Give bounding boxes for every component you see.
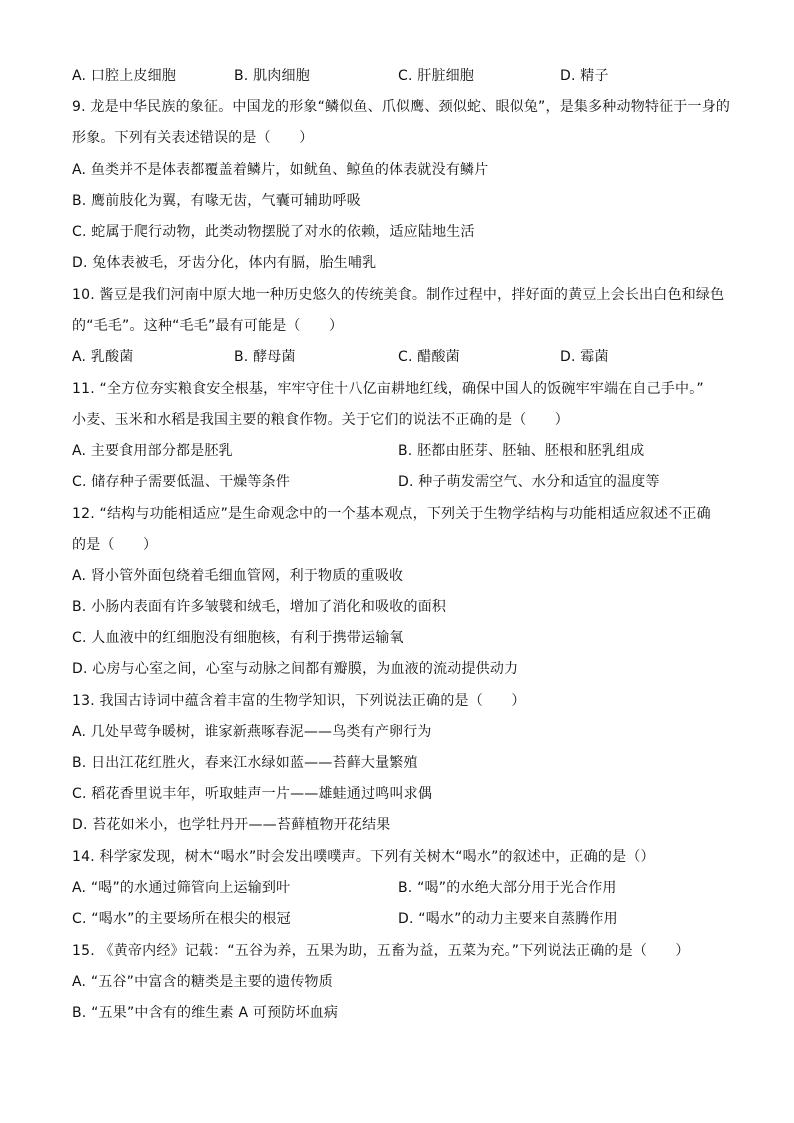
q13-option-a: A. 几处早莺争暖树，谁家新燕啄春泥——鸟类有产卵行为 [72, 724, 432, 740]
q8-option-b: B. 肌肉细胞 [234, 68, 310, 84]
q12-option-a: A. 肾小管外面包绕着毛细血管网，利于物质的重吸收 [72, 568, 404, 584]
q15-stem-line1: 15. 《黄帝内经》记载：“五谷为养，五果为助，五畜为益，五菜为充。”下列说法正确的是（ ） [72, 943, 690, 959]
q11-stem-line1: 11. “全方位夯实粮食安全根基，牢牢守住十八亿亩耕地红线，确保中国人的饭碗牢牢端在自己手中。” [72, 381, 704, 397]
q15-option-a: A. “五谷”中富含的糖类是主要的遗传物质 [72, 974, 333, 990]
q11-option-b: B. 胚都由胚芽、胚轴、胚根和胚乳组成 [398, 443, 645, 459]
q10-option-c: C. 醋酸菌 [398, 349, 460, 365]
q14-option-c: C. “喝水”的主要场所在根尖的根冠 [72, 911, 291, 927]
q8-option-a: A. 口腔上皮细胞 [72, 68, 177, 84]
q9-option-c: C. 蛇属于爬行动物，此类动物摆脱了对水的依赖，适应陆地生活 [72, 224, 475, 240]
q10-option-b: B. 酵母菌 [234, 349, 296, 365]
q12-option-c: C. 人血液中的红细胞没有细胞核，有利于携带运输氧 [72, 630, 404, 646]
q12-option-b: B. 小肠内表面有许多皱襞和绒毛，增加了消化和吸收的面积 [72, 599, 447, 615]
q10-stem-line2: 的“毛毛”。这种“毛毛”最有可能是（ ） [72, 318, 344, 334]
q13-option-d: D. 苔花如米小，也学牡丹开——苔藓植物开花结果 [72, 817, 391, 833]
q9-option-a: A. 鱼类并不是体表都覆盖着鳞片，如鱿鱼、鲸鱼的体表就没有鳞片 [72, 162, 489, 178]
q13-option-b: B. 日出江花红胜火，春来江水绿如蓝——苔藓大量繁殖 [72, 755, 418, 771]
q9-option-b: B. 鹰前肢化为翼，有喙无齿，气囊可辅助呼吸 [72, 193, 361, 209]
q13-option-c: C. 稻花香里说丰年，听取蛙声一片——雄蛙通过鸣叫求偶 [72, 786, 433, 802]
q14-option-b: B. “喝”的水绝大部分用于光合作用 [398, 880, 617, 896]
q11-stem-line2: 小麦、玉米和水稻是我国主要的粮食作物。关于它们的说法不正确的是（ ） [72, 412, 569, 428]
q12-stem-line1: 12. “结构与功能相适应”是生命观念中的一个基本观点，下列关于生物学结构与功能相适应叙述不正确 [72, 506, 711, 522]
q10-option-d: D. 霉菌 [560, 349, 609, 365]
q12-stem-line2: 的是（ ） [72, 537, 158, 553]
q14-option-d: D. “喝水”的动力主要来自蒸腾作用 [398, 911, 618, 927]
q14-stem-line1: 14. 科学家发现，树木“喝水”时会发出噗噗声。下列有关树木“喝水”的叙述中，正确的是（） [72, 849, 655, 865]
q15-option-b: B. “五果”中含有的维生素 A 可预防坏血病 [72, 1005, 339, 1021]
q8-option-c: C. 肝脏细胞 [398, 68, 475, 84]
q11-option-c: C. 储存种子需要低温、干燥等条件 [72, 474, 291, 490]
q9-stem-line1: 9. 龙是中华民族的象征。中国龙的形象“鳞似鱼、爪似鹰、颈似蛇、眼似兔”，是集多种动物特征于一身的 [72, 99, 731, 115]
q14-option-a: A. “喝”的水通过筛管向上运输到叶 [72, 880, 291, 896]
q10-stem-line1: 10. 酱豆是我们河南中原大地一种历史悠久的传统美食。制作过程中，拌好面的黄豆上会长出白色和绿色 [72, 287, 725, 303]
q9-option-d: D. 兔体表被毛，牙齿分化，体内有膈，胎生哺乳 [72, 255, 377, 271]
q12-option-d: D. 心房与心室之间，心室与动脉之间都有瓣膜，为血液的流动提供动力 [72, 661, 519, 677]
q11-option-d: D. 种子萌发需空气、水分和适宜的温度等 [398, 474, 660, 490]
q10-option-a: A. 乳酸菌 [72, 349, 134, 365]
q13-stem-line1: 13. 我国古诗词中蕴含着丰富的生物学知识，下列说法正确的是（ ） [72, 693, 526, 709]
q8-option-d: D. 精子 [560, 68, 609, 84]
q9-stem-line2: 形象。下列有关表述错误的是（ ） [72, 130, 314, 146]
q11-option-a: A. 主要食用部分都是胚乳 [72, 443, 233, 459]
